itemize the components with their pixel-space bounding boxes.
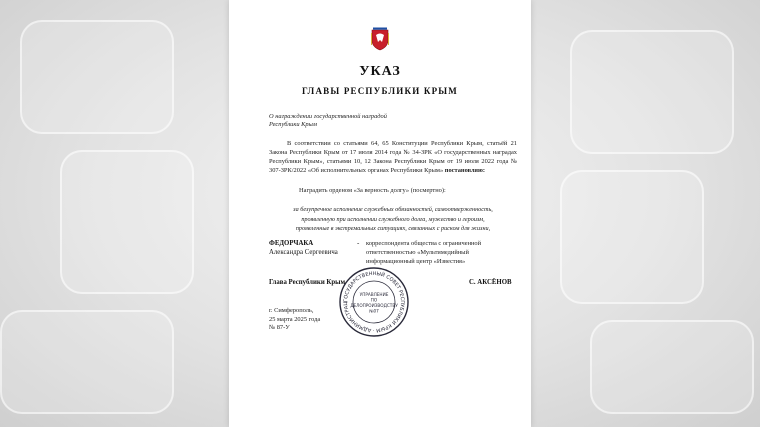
stamp-ring-text: ГОСУДАРСТВЕННЫЙ СОВЕТ РЕСПУБЛИКИ КРЫМ · АДМИНИСТРАЦ	[342, 270, 406, 334]
decree-date: 25 марта 2025 года	[269, 315, 321, 323]
preamble-resolution: постановляю:	[444, 167, 486, 174]
decree-place-date-number	[269, 307, 320, 333]
background-shape	[560, 170, 704, 304]
reasons-line: проявленные в экстремальных ситуациях, связанных с риском для жизни,	[295, 225, 491, 232]
decree-number: № 87-У	[269, 324, 290, 331]
stamp-center-line: №07	[369, 308, 379, 314]
preamble-text: В соответствии со статьями 64, 65 Конституции Республики Крым, статьёй 21 Закона Республики Крым от 17 июля 2014 года № 34-ЗРК «О государственных наградах Республики Крым», статьями 10, 12 Закона Республики Крым от 19 июля 2022 года № 307-ЗРК/2022 «Об исполнительных органах Республики Крым»	[269, 140, 517, 174]
background-shape	[20, 20, 174, 134]
subject-line: О награждении государственной наградой	[269, 113, 387, 120]
stamp-center-line: ДЕЛОПРОИЗВОДСТВУ	[350, 303, 398, 308]
background-shape	[60, 150, 194, 294]
crimea-coat-of-arms-icon	[370, 27, 390, 51]
position-line: ответственностью «Мультимедийный	[366, 249, 469, 256]
official-stamp	[338, 266, 410, 338]
award-reasons	[269, 205, 517, 234]
awardee-given-names: Александра Сергеевича	[269, 249, 338, 256]
awardee-position	[366, 239, 516, 266]
stamp-center-line: ПО	[370, 297, 378, 303]
decree-subtitle: ГЛАВЫ РЕСПУБЛИКИ КРЫМ	[301, 86, 459, 96]
position-line: информационный центр «Известия»	[366, 258, 466, 265]
awardee-surname: ФЕДОРЧАКА	[269, 240, 314, 247]
signatory-name: С. АКСЁНОВ	[469, 279, 512, 286]
awardee-dash: -	[357, 239, 360, 247]
background-shape	[0, 310, 174, 414]
award-paragraph: Наградить орденом «За верность долгу» (посмертно):	[299, 187, 446, 194]
position-line: корреспондента общества с ограниченной	[366, 240, 482, 247]
signatory-title: Глава Республики Крым	[269, 279, 346, 286]
decree-place: г. Симферополь,	[269, 307, 314, 314]
subject-line: Республики Крым	[269, 121, 317, 128]
decree-page	[229, 0, 531, 427]
decree-title: УКАЗ	[359, 64, 401, 79]
background-shape	[590, 320, 754, 414]
decree-subject	[269, 113, 449, 129]
stamp-center-line: УПРАВЛЕНИЕ	[359, 292, 389, 297]
reasons-line: проявленную при исполнении служебного долга, мужество и героизм,	[301, 215, 485, 223]
background-shape	[570, 30, 734, 154]
preamble-paragraph	[269, 139, 517, 175]
reasons-line: за безупречное исполнение служебных обязанностей, самоотверженность,	[293, 206, 493, 213]
awardee-name	[269, 239, 359, 257]
